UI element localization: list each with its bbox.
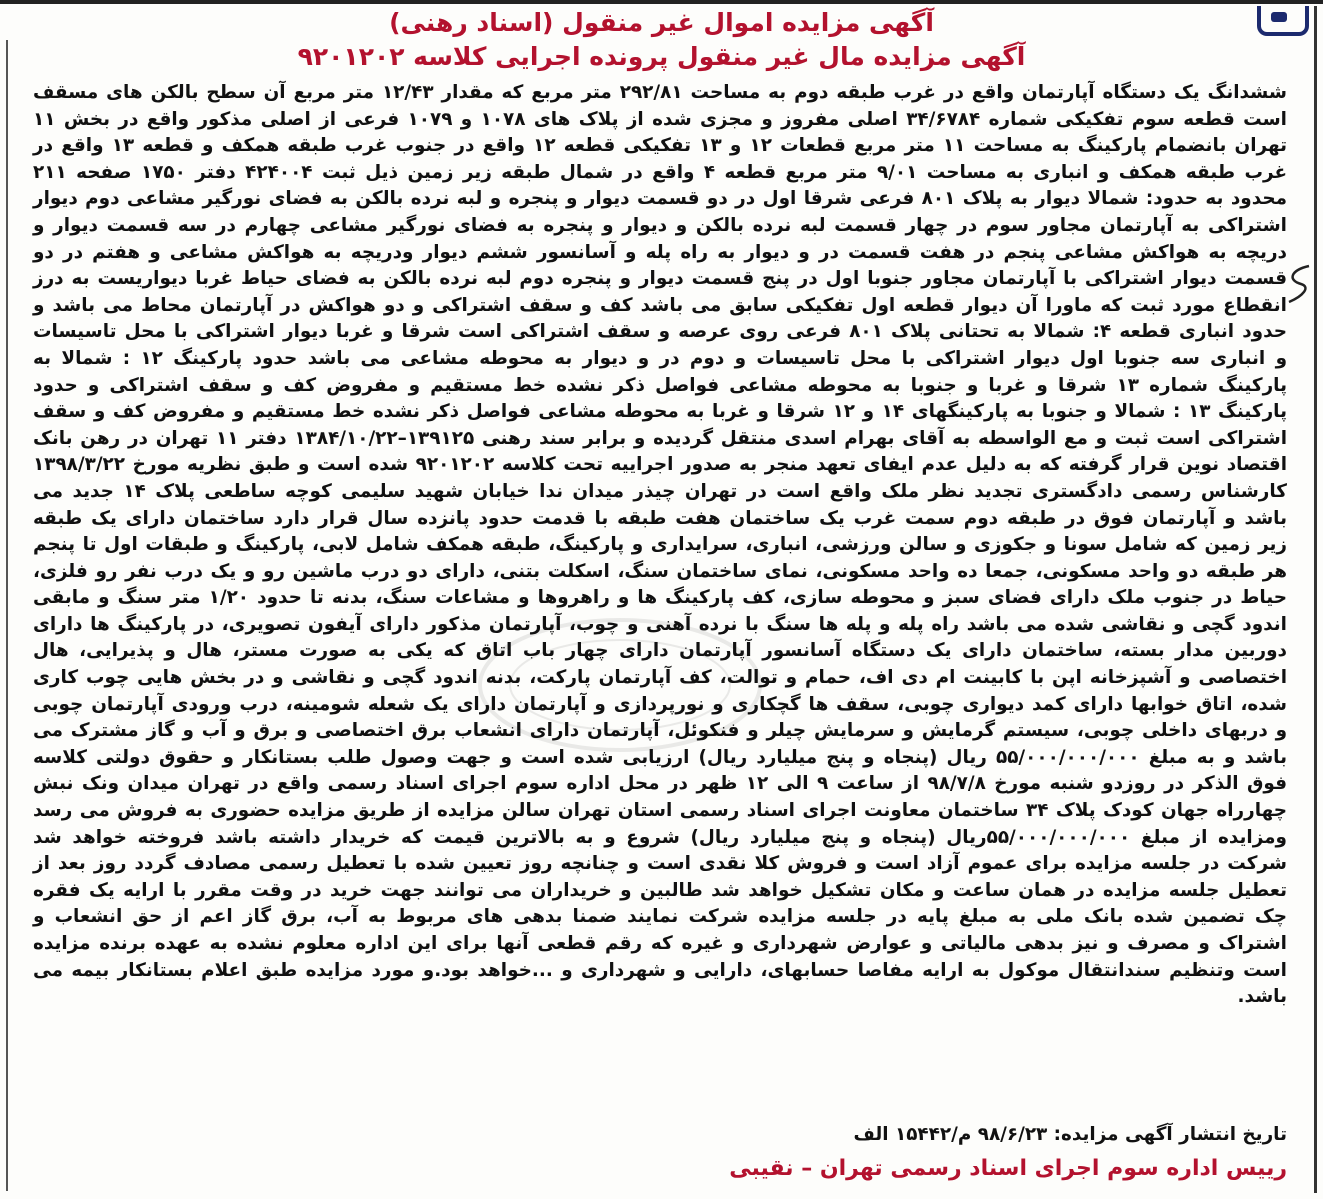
notice-subtitle: آگهی مزایده مال غیر منقول پرونده اجرایی کلاسه ۹۲۰۱۲۰۲ (297, 42, 1026, 71)
corner-logo-icon (1257, 6, 1309, 36)
left-border (6, 40, 8, 1191)
signature-line: رییس اداره سوم اجرای اسناد رسمی تهران – نقیبی (729, 1156, 1287, 1181)
top-border (0, 0, 1323, 4)
notice-body-text: ششدانگ یک دستگاه آپارتمان واقع در غرب طبقه دوم به مساحت ۲۹۲/۸۱ متر مربع که مقدار ۱۲/۴۳ متر مربع آن سطح بالکن های مسقف است قطعه سوم تفکیکی شماره ۳۴/۶۷۸۴ اصلی مفروز و مجزی شده از پلاک های ۱۰۷۸ و ۱۰۷۹ فرعی از اصلی مذکور واقع در بخش ۱۱ تهران بانضمام پارکینگ به مساحت ۱۱ متر مربع قطعات ۱۲ و ۱۳ تفکیکی قطعه ۱۲ واقع در جنوب غرب طبقه همکف و قطعه ۱۳ واقع در غرب طبقه همکف و انباری به مساحت ۹/۰۱ متر مربع قطعه ۴ واقع در شمال طبقه زیر زمین ذیل ثبت ۴۲۴۰۰۴ دفتر ۱۷۵۰ صفحه ۲۱۱ محدود به حدود: شمالا دیوار به پلاک ۸۰۱ فرعی شرقا اول در دو قسمت دیوار و پنجره و لبه نرده بالکن به فضای نورگیر مشاعی دوم دیوار اشتراکی به آپارتمان مجاور سوم در چهار قسمت لبه نرده بالکن و دیوار و پنجره به فضای نورگیر مشاعی چهارم در سه قسمت دیوار و دریچه به هواکش مشاعی پنجم در هفت قسمت در و دیوار به راه پله و آسانسور ششم دیوار ودریچه به هواکش مشاعی و هفتم در دو قسمت دیوار اشتراکی با آپارتمان مجاور جنوبا اول در پنج قسمت دیوار و پنجره دوم لبه نرده بالکن به فضای حیاط غربا دیواریست به درز انقطاع مورد ثبت که ماورا آن دیوار قطعه اول تفکیکی سابق می باشد کف و سقف اشتراکی و دو هواکش در آپارتمان محاط می باشد و حدود انباری قطعه ۴: شمالا به تحتانی پلاک ۸۰۱ فرعی روی عرصه و سقف اشتراکی است شرقا و غربا دیوار اشتراکی با محل تاسیسات و انباری سه جنوبا اول دیوار اشتراکی با محل تاسیسات و دوم در و دیوار به محوطه مشاعی می باشد حدود پارکینگ ۱۲ : شمالا به پارکینگ شماره ۱۳ شرقا و غربا و جنوبا به محوطه مشاعی فواصل ذکر نشده خط مستقیم و مفروض کف و سقف اشتراکی و حدود پارکینگ ۱۳ : شمالا و جنوبا به پارکینگهای ۱۴ و ۱۲ شرقا و غربا به محوطه مشاعی فواصل ذکر نشده خط مستقیم و مفروض کف و سقف اشتراکی است ثبت و مع الواسطه به آقای بهرام اسدی منتقل گردیده و برابر سند رهنی ۱۳۹۱۲۵–۱۳۸۴/۱۰/۲۲ دفتر ۱۱ تهران در رهن بانک اقتصاد نوین قرار گرفته که به دلیل عدم ایفای تعهد منجر به صدور اجراییه تحت کلاسه ۹۲۰۱۲۰۲ شده است و طبق نظریه مورخ ۱۳۹۸/۳/۲۲ کارشناس رسمی دادگستری تجدید نظر ملک واقع است در تهران چیذر میدان ندا خیابان شهید سلیمی کوچه ساطعی پلاک ۱۴ جدید می باشد و آپارتمان فوق در طبقه دوم سمت غرب یک ساختمان هفت طبقه با قدمت حدود پانزده سال قرار دارد ساختمان دارای یک طبقه زیر زمین که شامل سونا و جکوزی و سالن ورزشی، انباری، سرایداری و پارکینگ، طبقه همکف شامل لابی، پارکینگ و طبقات اول تا پنجم هر طبقه دو واحد مسکونی، جمعا ده واحد مسکونی، نمای ساختمان سنگ، اسکلت بتنی، دارای دو درب ماشین رو و یک درب نفر رو فلزی، حیاط در جنوب ملک دارای فضای سبز و محوطه سازی، کف پارکینگ ها و راهروها و مشاعات سنگ، بدنه تا حدود ۱/۲۰ متر سنگ و مابقی اندود گچی و نقاشی شده می باشد راه پله و پله ها سنگ با نرده آهنی و چوب، آپارتمان مذکور دارای آیفون تصویری، در پارکینگ ها دارای دوربین مدار بسته، ساختمان دارای یک دستگاه آسانسور آپارتمان دارای چهار باب اتاق که یکی به صورت مستر، هال و پذیرایی، هال اختصاصی و آشپزخانه اپن با کابینت ام دی اف، حمام و توالت، کف آپارتمان پارکت، بدنه اندود گچی و نقاشی و در بخش هایی چوب کاری شده، اتاق خوابها دارای کمد دیواری چوبی، سقف ها گچکاری و نورپردازی و آپارتمان دارای یک شعله شومینه، درب ورودی آپارتمان چوبی و دربهای داخلی چوبی، سیستم گرمایش و سرمایش چیلر و فنکوئل، آپارتمان دارای انشعاب برق اختصاصی و برق و آب و گاز مشترک می باشد و به مبلغ ۵۵/۰۰۰/۰۰۰/۰۰۰ ریال (پنجاه و پنج میلیارد ریال) ارزیابی شده است و جهت وصول طلب بستانکار و حقوق دولتی کلاسه فوق الذکر در روزدو شنبه مورخ ۹۸/۷/۸ از ساعت ۹ الی ۱۲ ظهر در محل اداره سوم اجرای اسناد رسمی واقع در تهران میدان ونک نبش چهارراه جهان کودک پلاک ۳۴ ساختمان معاونت اجرای اسناد رسمی استان تهران سالن مزایده از طریق مزایده حضوری به فروش می رسد ومزایده از مبلغ ۵۵/۰۰۰/۰۰۰/۰۰۰ریال (پنجاه و پنج میلیارد ریال) شروع و به بالاترین قیمت که خریدار داشته باشد فروخته خواهد شد شرکت در جلسه مزایده برای عموم آزاد است و فروش کلا نقدی است و چنانچه روز تعیین شده با تعطیل رسمی مصادف گردد روز بعد از تعطیل جلسه مزایده در همان ساعت و مکان تشکیل خواهد شد طالبین و خریداران می توانند جهت خرید در وقت مقرر با ارایه یک فقره چک تضمین شده بانک ملی به مبلغ پایه در جلسه مزایده شرکت نمایند ضمنا بدهی های مربوط به آب، برق گاز اعم از حق انشعاب و اشتراک و مصرف و نیز بدهی مالیاتی و عوارض شهرداری و غیره که رقم قطعی آنها برای این اداره معلوم نشده به عهده برنده مزایده است وتنظیم سندانتقال موکول به ارایه مفاصا حسابهای، دارایی و شهرداری و ...خواهد بود.و مورد مزایده طبق اعلام بستانکار بیمه می باشد. (33, 82, 1288, 1008)
publication-date: تاریخ انتشار آگهی مزایده: ۹۸/۶/۲۳ م/۱۵۴۴۲ الف (853, 1124, 1287, 1145)
margin-scribble-icon (1283, 262, 1313, 308)
right-border (1314, 6, 1317, 1193)
notice-title: آگهی مزایده اموال غیر منقول (اسناد رهنی) (389, 8, 934, 37)
